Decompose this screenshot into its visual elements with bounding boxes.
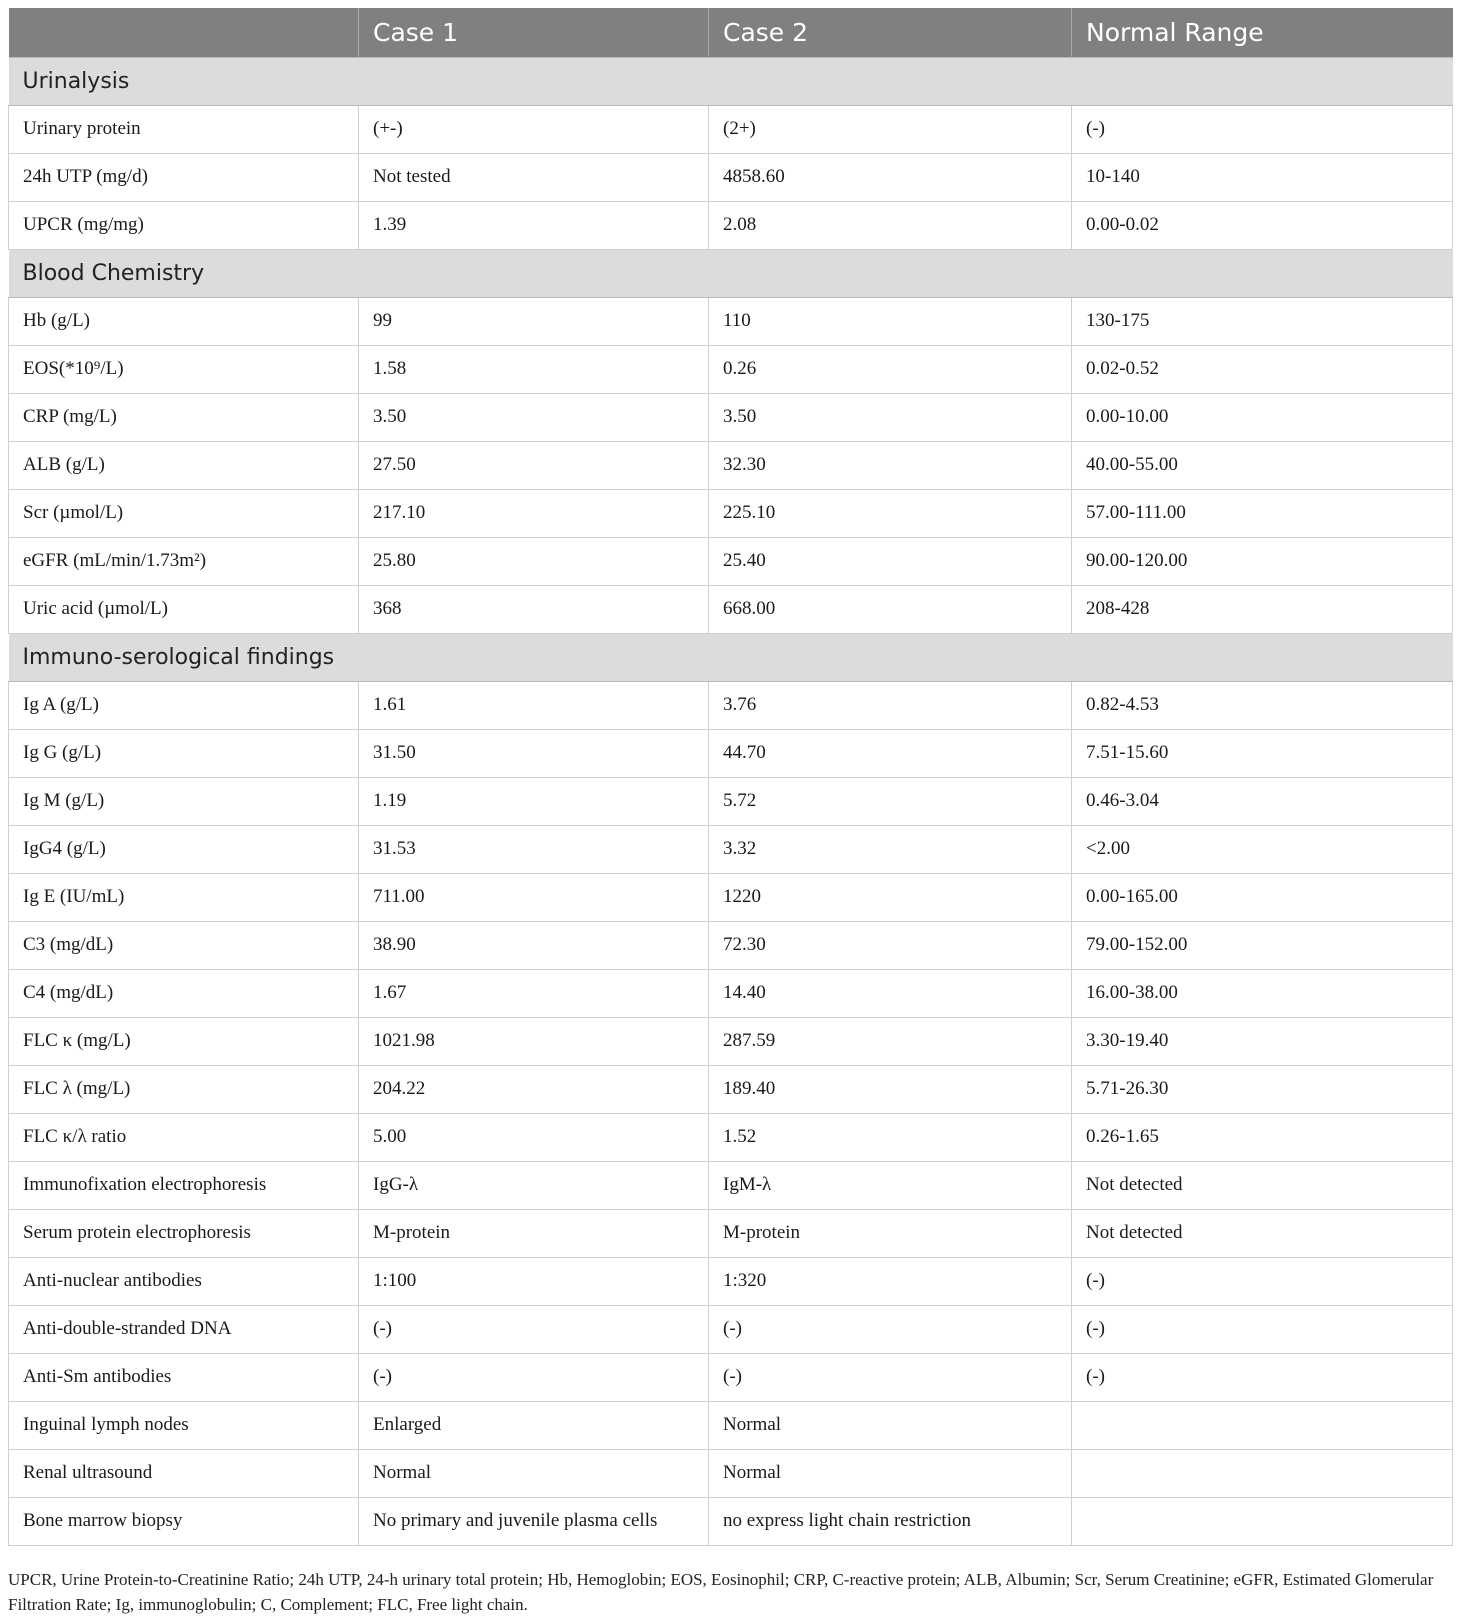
table-row: [9, 777, 1453, 825]
cell-parameter: Inguinal lymph nodes: [9, 1401, 359, 1449]
table-row: [9, 537, 1453, 585]
table-footnote: UPCR, Urine Protein-to-Creatinine Ratio; 24h UTP, 24-h urinary total protein; Hb, Hemoglobin; EOS, Eosinophil; CRP, C-reactive protein; ALB, Albumin; Scr, Serum Creatinine; eGFR, Estimated Glomerular Filtration Rate; Ig, immunoglobulin; C, Complement; FLC, Free light chain.: [8, 1570, 1434, 1614]
cell-case-2: 3.50: [709, 393, 1072, 441]
cell-case-2: 1.52: [709, 1113, 1072, 1161]
cell-case-2: 287.59: [709, 1017, 1072, 1065]
cell-case-1: 25.80: [359, 537, 709, 585]
table-row: [9, 1305, 1453, 1353]
table-body: [9, 57, 1453, 1545]
cell-case-1: 217.10: [359, 489, 709, 537]
cell-normal-range: 0.00-165.00: [1072, 873, 1453, 921]
cell-normal-range: 79.00-152.00: [1072, 921, 1453, 969]
table-row: [9, 1257, 1453, 1305]
cell-case-1: 38.90: [359, 921, 709, 969]
cell-normal-range: (-): [1072, 1257, 1453, 1305]
cell-case-1: 31.50: [359, 729, 709, 777]
cell-case-1: 1.67: [359, 969, 709, 1017]
cell-normal-range: 10-140: [1072, 153, 1453, 201]
cell-case-2: 44.70: [709, 729, 1072, 777]
cell-case-1: 1.19: [359, 777, 709, 825]
cell-case-2: 189.40: [709, 1065, 1072, 1113]
cell-parameter: Serum protein electrophoresis: [9, 1209, 359, 1257]
cell-case-2: Normal: [709, 1401, 1072, 1449]
table-row: [9, 153, 1453, 201]
cell-normal-range: 90.00-120.00: [1072, 537, 1453, 585]
cell-parameter: ALB (g/L): [9, 441, 359, 489]
table-row: [9, 105, 1453, 153]
header-normal-range: Normal Range: [1072, 8, 1453, 57]
cell-normal-range: Not detected: [1072, 1209, 1453, 1257]
lab-results-table-container: [8, 8, 1452, 1546]
cell-case-1: M-protein: [359, 1209, 709, 1257]
cell-case-2: 0.26: [709, 345, 1072, 393]
cell-case-1: 3.50: [359, 393, 709, 441]
table-row: [9, 585, 1453, 633]
cell-parameter: CRP (mg/L): [9, 393, 359, 441]
table-row: [9, 969, 1453, 1017]
table-row: [9, 681, 1453, 729]
cell-case-2: (2+): [709, 105, 1072, 153]
cell-case-1: (+-): [359, 105, 709, 153]
cell-parameter: Ig E (IU/mL): [9, 873, 359, 921]
cell-case-1: 5.00: [359, 1113, 709, 1161]
cell-parameter: C3 (mg/dL): [9, 921, 359, 969]
cell-normal-range: 3.30-19.40: [1072, 1017, 1453, 1065]
cell-case-2: 4858.60: [709, 153, 1072, 201]
cell-case-1: Not tested: [359, 153, 709, 201]
cell-normal-range: 0.46-3.04: [1072, 777, 1453, 825]
table-row: [9, 201, 1453, 249]
cell-case-1: 1.61: [359, 681, 709, 729]
cell-parameter: EOS(*10⁹/L): [9, 345, 359, 393]
cell-normal-range: 130-175: [1072, 297, 1453, 345]
cell-parameter: Immunofixation electrophoresis: [9, 1161, 359, 1209]
table-row: [9, 1017, 1453, 1065]
cell-case-2: (-): [709, 1353, 1072, 1401]
cell-normal-range: 0.00-0.02: [1072, 201, 1453, 249]
cell-case-2: 25.40: [709, 537, 1072, 585]
cell-parameter: Ig M (g/L): [9, 777, 359, 825]
header-parameter: [9, 8, 359, 57]
table-row: [9, 345, 1453, 393]
cell-case-2: 3.76: [709, 681, 1072, 729]
cell-case-1: 99: [359, 297, 709, 345]
header-row: [9, 8, 1453, 57]
table-row: [9, 825, 1453, 873]
table-row: [9, 393, 1453, 441]
section-title: Blood Chemistry: [9, 249, 1453, 297]
cell-case-2: 32.30: [709, 441, 1072, 489]
cell-case-1: Enlarged: [359, 1401, 709, 1449]
cell-case-2: 5.72: [709, 777, 1072, 825]
cell-case-2: 72.30: [709, 921, 1072, 969]
cell-case-1: 1.58: [359, 345, 709, 393]
table-row: [9, 1113, 1453, 1161]
cell-case-2: no express light chain restriction: [709, 1497, 1072, 1545]
cell-case-1: (-): [359, 1353, 709, 1401]
cell-parameter: C4 (mg/dL): [9, 969, 359, 1017]
cell-normal-range: [1072, 1401, 1453, 1449]
lab-results-table: [8, 8, 1453, 1546]
cell-normal-range: 40.00-55.00: [1072, 441, 1453, 489]
cell-case-1: No primary and juvenile plasma cells: [359, 1497, 709, 1545]
cell-case-1: 27.50: [359, 441, 709, 489]
cell-parameter: Ig G (g/L): [9, 729, 359, 777]
table-row: [9, 1209, 1453, 1257]
cell-parameter: Renal ultrasound: [9, 1449, 359, 1497]
cell-normal-range: 7.51-15.60: [1072, 729, 1453, 777]
cell-parameter: Anti-Sm antibodies: [9, 1353, 359, 1401]
cell-case-2: IgM-λ: [709, 1161, 1072, 1209]
cell-normal-range: (-): [1072, 1305, 1453, 1353]
cell-parameter: FLC κ (mg/L): [9, 1017, 359, 1065]
cell-case-2: (-): [709, 1305, 1072, 1353]
cell-normal-range: [1072, 1449, 1453, 1497]
cell-case-2: 1220: [709, 873, 1072, 921]
section-title: Immuno-serological findings: [9, 633, 1453, 681]
table-row: [9, 1065, 1453, 1113]
cell-case-1: 711.00: [359, 873, 709, 921]
cell-case-2: 225.10: [709, 489, 1072, 537]
cell-case-2: 14.40: [709, 969, 1072, 1017]
table-row: [9, 1401, 1453, 1449]
table-header: [9, 8, 1453, 57]
cell-normal-range: 208-428: [1072, 585, 1453, 633]
cell-normal-range: 5.71-26.30: [1072, 1065, 1453, 1113]
cell-case-1: Normal: [359, 1449, 709, 1497]
cell-parameter: Ig A (g/L): [9, 681, 359, 729]
cell-parameter: FLC κ/λ ratio: [9, 1113, 359, 1161]
cell-case-1: 1021.98: [359, 1017, 709, 1065]
cell-case-2: 2.08: [709, 201, 1072, 249]
table-row: [9, 1353, 1453, 1401]
cell-parameter: Hb (g/L): [9, 297, 359, 345]
cell-parameter: UPCR (mg/mg): [9, 201, 359, 249]
cell-case-2: M-protein: [709, 1209, 1072, 1257]
cell-case-2: Normal: [709, 1449, 1072, 1497]
table-row: [9, 729, 1453, 777]
cell-case-2: 668.00: [709, 585, 1072, 633]
cell-case-1: 1:100: [359, 1257, 709, 1305]
table-row: [9, 1497, 1453, 1545]
cell-normal-range: (-): [1072, 105, 1453, 153]
cell-normal-range: 0.02-0.52: [1072, 345, 1453, 393]
cell-normal-range: 16.00-38.00: [1072, 969, 1453, 1017]
cell-parameter: FLC λ (mg/L): [9, 1065, 359, 1113]
cell-case-1: 1.39: [359, 201, 709, 249]
cell-normal-range: Not detected: [1072, 1161, 1453, 1209]
section-row: [9, 57, 1453, 105]
table-row: [9, 441, 1453, 489]
cell-parameter: eGFR (mL/min/1.73m²): [9, 537, 359, 585]
cell-case-1: 368: [359, 585, 709, 633]
cell-case-1: 204.22: [359, 1065, 709, 1113]
cell-case-1: 31.53: [359, 825, 709, 873]
table-row: [9, 1161, 1453, 1209]
cell-parameter: IgG4 (g/L): [9, 825, 359, 873]
cell-parameter: 24h UTP (mg/d): [9, 153, 359, 201]
header-case-2: Case 2: [709, 8, 1072, 57]
cell-normal-range: (-): [1072, 1353, 1453, 1401]
header-case-1: Case 1: [359, 8, 709, 57]
cell-normal-range: [1072, 1497, 1453, 1545]
cell-case-2: 3.32: [709, 825, 1072, 873]
cell-parameter: Bone marrow biopsy: [9, 1497, 359, 1545]
cell-case-1: IgG-λ: [359, 1161, 709, 1209]
cell-case-1: (-): [359, 1305, 709, 1353]
cell-normal-range: <2.00: [1072, 825, 1453, 873]
table-row: [9, 297, 1453, 345]
cell-parameter: Scr (µmol/L): [9, 489, 359, 537]
cell-normal-range: 57.00-111.00: [1072, 489, 1453, 537]
cell-normal-range: 0.26-1.65: [1072, 1113, 1453, 1161]
cell-case-2: 110: [709, 297, 1072, 345]
cell-normal-range: 0.82-4.53: [1072, 681, 1453, 729]
table-row: [9, 489, 1453, 537]
table-row: [9, 873, 1453, 921]
cell-parameter: Anti-nuclear antibodies: [9, 1257, 359, 1305]
table-row: [9, 921, 1453, 969]
cell-parameter: Urinary protein: [9, 105, 359, 153]
cell-normal-range: 0.00-10.00: [1072, 393, 1453, 441]
table-row: [9, 1449, 1453, 1497]
cell-parameter: Uric acid (µmol/L): [9, 585, 359, 633]
section-row: [9, 633, 1453, 681]
section-row: [9, 249, 1453, 297]
cell-parameter: Anti-double-stranded DNA: [9, 1305, 359, 1353]
cell-case-2: 1:320: [709, 1257, 1072, 1305]
section-title: Urinalysis: [9, 57, 1453, 105]
